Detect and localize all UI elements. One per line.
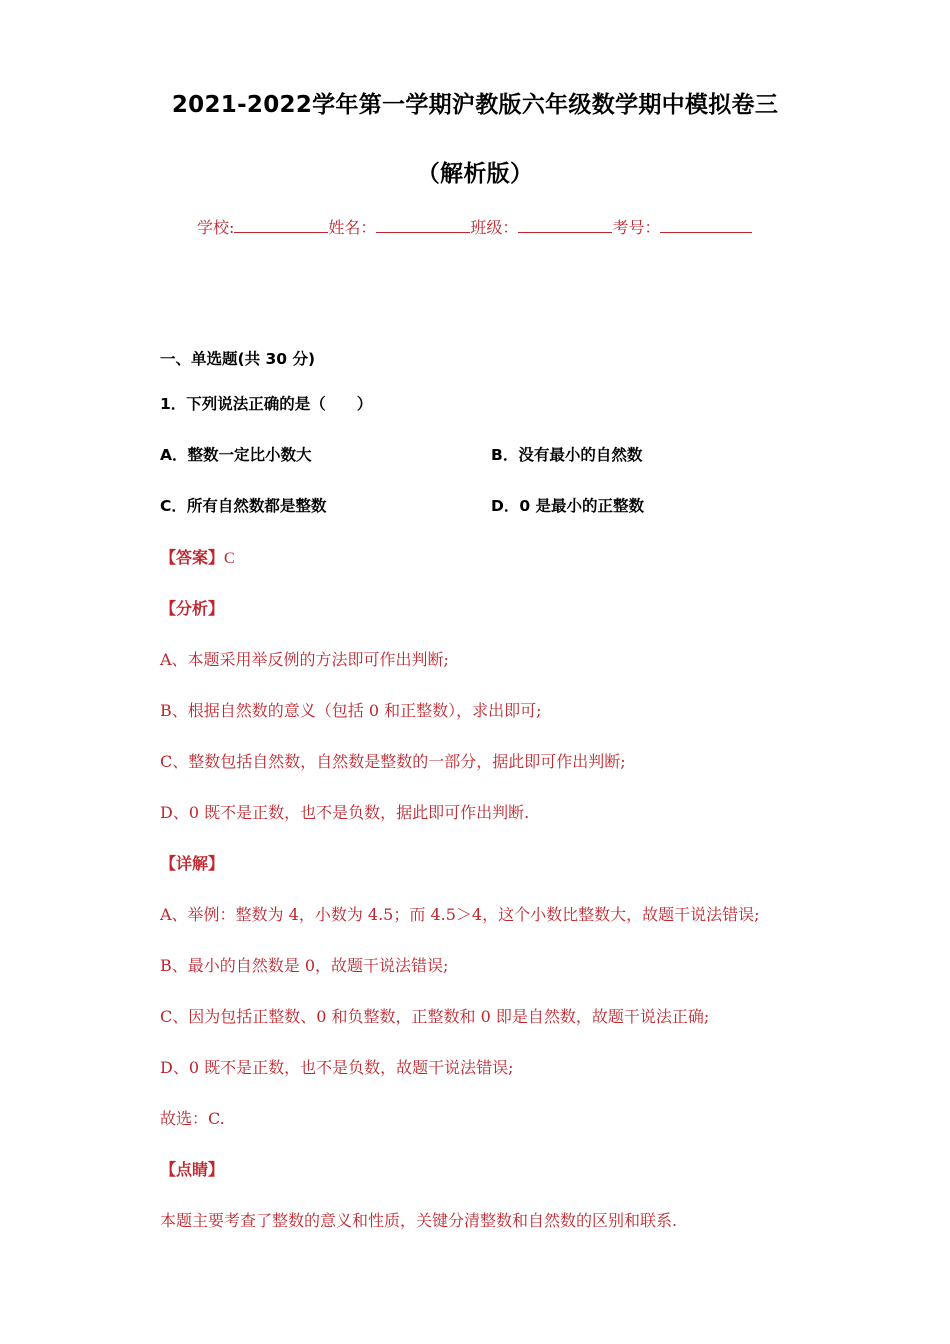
analysis-line-d: D、0 既不是正数，也不是负数，据此即可作出判断.	[160, 803, 530, 822]
detail-label: 【详解】	[160, 854, 225, 873]
name-blank[interactable]	[376, 218, 470, 233]
detail-line-b: B、最小的自然数是 0，故题干说法错误;	[160, 956, 449, 975]
analysis-line-c: C、整数包括自然数，自然数是整数的一部分，据此即可作出判断;	[160, 752, 626, 771]
answer-label: 【答案】	[160, 548, 225, 567]
number-label: 考号：	[612, 218, 661, 237]
option-b: B．没有最小的自然数	[491, 446, 643, 464]
student-info-line	[197, 215, 752, 238]
detail-conclusion: 故选：C.	[160, 1109, 225, 1128]
page-subtitle: （解析版）	[416, 161, 534, 187]
section-title: 一、单选题(共 30 分)	[160, 350, 316, 368]
class-label: 班级：	[470, 218, 519, 237]
school-blank[interactable]	[234, 218, 328, 233]
option-a: A．整数一定比小数大	[160, 446, 312, 464]
option-c: C．所有自然数都是整数	[160, 497, 327, 515]
option-d: D．0 是最小的正整数	[491, 497, 645, 515]
name-label: 姓名：	[328, 218, 377, 237]
number-blank[interactable]	[660, 218, 752, 233]
answer-value: C	[224, 550, 235, 567]
page-title: 2021-2022学年第一学期沪教版六年级数学期中模拟卷三	[171, 92, 779, 118]
comment-text: 本题主要考查了整数的意义和性质，关键分清整数和自然数的区别和联系.	[160, 1211, 678, 1230]
question-text: 下列说法正确的是（ ）	[186, 395, 373, 413]
detail-line-c: C、因为包括正整数、0 和负整数，正整数和 0 即是自然数，故题干说法正确;	[160, 1007, 710, 1026]
class-blank[interactable]	[518, 218, 612, 233]
analysis-line-a: A、本题采用举反例的方法即可作出判断;	[160, 650, 449, 669]
question-number: 1．	[160, 395, 187, 413]
detail-line-d: D、0 既不是正数，也不是负数，故题干说法错误;	[160, 1058, 514, 1077]
answer-line	[160, 545, 235, 568]
question-stem	[160, 392, 372, 414]
analysis-line-b: B、根据自然数的意义（包括 0 和正整数），求出即可;	[160, 701, 542, 720]
comment-label: 【点睛】	[160, 1160, 225, 1179]
school-label: 学校:	[197, 218, 235, 237]
detail-line-a: A、举例：整数为 4，小数为 4.5；而 4.5＞4，这个小数比整数大，故题干说法错误;	[160, 905, 760, 924]
analysis-label: 【分析】	[160, 599, 225, 618]
